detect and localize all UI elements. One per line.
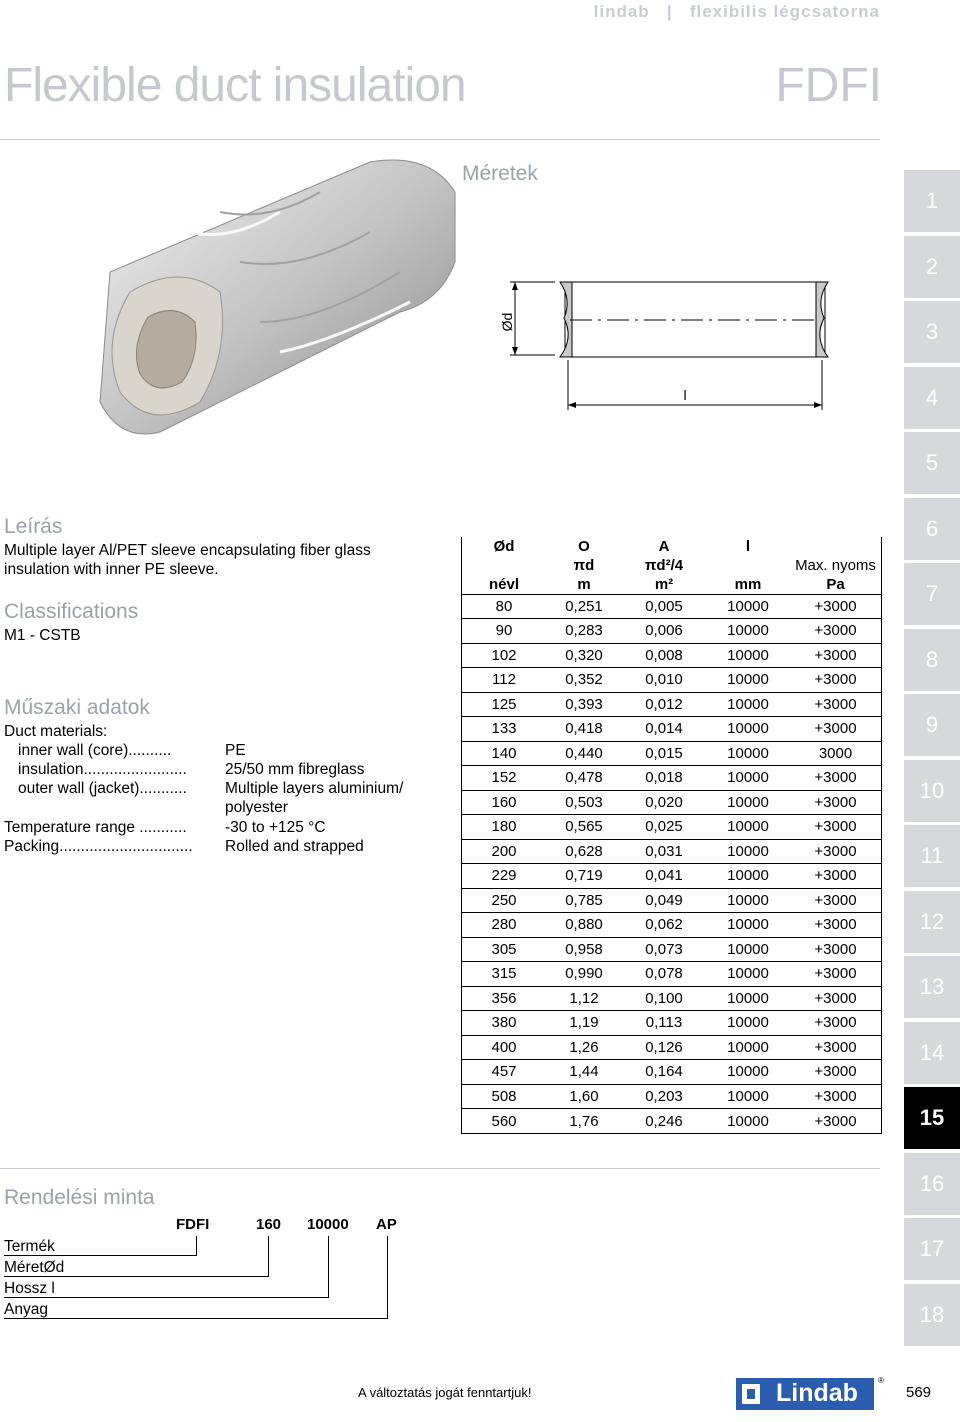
spec-value-outer-wall: Multiple layers aluminium/	[225, 780, 404, 797]
table-cell: 380	[462, 1011, 546, 1036]
table-cell: +3000	[790, 1084, 881, 1109]
chapter-tab-5[interactable]: 5	[904, 432, 960, 494]
table-cell: 0,503	[546, 790, 622, 815]
page-title: Flexible duct insulation	[4, 59, 466, 112]
table-row	[462, 913, 881, 938]
order-label-diameter: MéretØd	[4, 1259, 65, 1276]
table-cell: +3000	[790, 717, 881, 742]
order-code-length: 10000	[307, 1216, 349, 1233]
table-cell: 10000	[706, 1035, 790, 1060]
order-line-length	[4, 1297, 329, 1298]
table-row	[462, 1109, 881, 1134]
table-cell: 0,785	[546, 888, 622, 913]
table-cell: +3000	[790, 594, 881, 619]
table-cell: 10000	[706, 913, 790, 938]
table-cell: 1,76	[546, 1109, 622, 1134]
table-row	[462, 692, 881, 717]
table-row	[462, 594, 881, 619]
col-head-d: Ød	[493, 538, 515, 555]
chapter-tab-9[interactable]: 9	[904, 694, 960, 756]
col-head-l: l	[745, 538, 751, 555]
breadcrumb-separator: |	[666, 2, 673, 21]
registered-mark: ®	[878, 1376, 884, 1385]
chapter-tab-11[interactable]: 11	[904, 825, 960, 887]
table-cell: 356	[462, 986, 546, 1011]
classifications-heading: Classifications	[4, 600, 139, 623]
description-text: Multiple layer Al/PET sleeve encapsulating fiber glass insulation with inner PE sleeve.	[4, 542, 371, 578]
table-cell: 10000	[706, 741, 790, 766]
table-cell: 10000	[706, 888, 790, 913]
table-cell: 0,014	[622, 717, 706, 742]
spec-label-temperature: Temperature range ...........	[4, 819, 187, 836]
table-cell: 160	[462, 790, 546, 815]
order-tick-diameter	[268, 1236, 269, 1277]
table-cell: 10000	[706, 1084, 790, 1109]
footer-notice: A változtatás jogát fenntartjuk!	[358, 1385, 532, 1400]
table-cell: 0,320	[546, 643, 622, 668]
table-cell: 0,006	[622, 619, 706, 644]
table-cell: 140	[462, 741, 546, 766]
table-cell: 560	[462, 1109, 546, 1134]
col-sub-d	[462, 556, 546, 575]
table-cell: +3000	[790, 815, 881, 840]
order-tick-length	[328, 1236, 329, 1298]
table-cell: 0,041	[622, 864, 706, 889]
table-cell: 0,203	[622, 1084, 706, 1109]
chapter-tab-10[interactable]: 10	[904, 760, 960, 822]
table-row	[462, 937, 881, 962]
col-unit-o: m	[577, 575, 591, 593]
table-cell: 0,628	[546, 839, 622, 864]
order-tick-material	[387, 1236, 388, 1319]
table-row	[462, 790, 881, 815]
table-cell: 10000	[706, 692, 790, 717]
spec-value-outer-wall-cont: polyester	[225, 799, 288, 816]
table-cell: +3000	[790, 986, 881, 1011]
table-cell: 1,44	[546, 1060, 622, 1085]
chapter-tab-3[interactable]: 3	[904, 301, 960, 363]
table-cell: 10000	[706, 815, 790, 840]
table-cell: 250	[462, 888, 546, 913]
table-cell: +3000	[790, 643, 881, 668]
table-cell: 457	[462, 1060, 546, 1085]
chapter-tab-8[interactable]: 8	[904, 629, 960, 691]
table-cell: 133	[462, 717, 546, 742]
table-cell: 1,60	[546, 1084, 622, 1109]
table-row	[462, 741, 881, 766]
dimensions-table	[462, 537, 881, 1133]
table-cell: +3000	[790, 1060, 881, 1085]
col-head-o: O	[578, 538, 590, 555]
table-cell: 0,958	[546, 937, 622, 962]
table-cell: 0,073	[622, 937, 706, 962]
order-tick-product	[196, 1236, 197, 1256]
table-cell: 0,005	[622, 594, 706, 619]
table-cell: 0,113	[622, 1011, 706, 1036]
table-cell: +3000	[790, 913, 881, 938]
table-cell: 3000	[790, 741, 881, 766]
chapter-tab-15[interactable]: 15	[904, 1087, 960, 1149]
table-cell: +3000	[790, 839, 881, 864]
table-cell: 1,12	[546, 986, 622, 1011]
table-cell: +3000	[790, 888, 881, 913]
table-cell: 0,012	[622, 692, 706, 717]
chapter-tab-1[interactable]: 1	[904, 170, 960, 232]
col-sub-a: πd²/4	[644, 557, 684, 574]
table-row	[462, 986, 881, 1011]
table-cell: +3000	[790, 1011, 881, 1036]
table-cell: 229	[462, 864, 546, 889]
table-row	[462, 1060, 881, 1085]
table-cell: 0,100	[622, 986, 706, 1011]
table-cell: 0,418	[546, 717, 622, 742]
table-cell: 0,283	[546, 619, 622, 644]
table-cell: 0,010	[622, 668, 706, 693]
order-code-diameter: 160	[256, 1216, 282, 1233]
header-breadcrumb	[594, 2, 880, 22]
table-cell: +3000	[790, 864, 881, 889]
diameter-label: Ød	[499, 312, 515, 332]
header-divider	[0, 139, 880, 140]
table-cell: 0,565	[546, 815, 622, 840]
table-cell: +3000	[790, 692, 881, 717]
logo-text: Lindab	[776, 1379, 858, 1407]
table-cell: 200	[462, 839, 546, 864]
col-head-a: A	[658, 538, 670, 555]
duct-materials-label: Duct materials:	[4, 723, 108, 740]
table-cell: 0,020	[622, 790, 706, 815]
table-cell: 10000	[706, 1060, 790, 1085]
brand-name: lindab	[593, 2, 650, 21]
order-line-product	[4, 1255, 197, 1256]
table-cell: 0,251	[546, 594, 622, 619]
table-cell: +3000	[790, 962, 881, 987]
description-heading: Leírás	[4, 515, 63, 538]
table-cell: 315	[462, 962, 546, 987]
table-cell: 10000	[706, 717, 790, 742]
spec-value-insulation: 25/50 mm fibreglass	[225, 761, 365, 778]
lindab-logo	[734, 1372, 878, 1416]
table-cell: 10000	[706, 986, 790, 1011]
table-cell: 0,126	[622, 1035, 706, 1060]
col-unit-d: névl	[488, 575, 519, 593]
order-label-material: Anyag	[4, 1301, 48, 1318]
table-cell: 0,478	[546, 766, 622, 791]
spec-label-outer-wall: outer wall (jacket)...........	[18, 780, 187, 797]
col-head-blank	[790, 537, 881, 556]
table-cell: +3000	[790, 1035, 881, 1060]
dimension-diagram	[490, 260, 850, 420]
spec-label-inner-wall: inner wall (core)..........	[18, 742, 172, 759]
category-name: flexibilis légcsatorna	[689, 2, 880, 21]
table-cell: 1,26	[546, 1035, 622, 1060]
table-cell: 0,015	[622, 741, 706, 766]
dimensions-heading: Méretek	[462, 162, 538, 185]
table-row	[462, 839, 881, 864]
table-cell: 0,880	[546, 913, 622, 938]
table-cell: 305	[462, 937, 546, 962]
table-row	[462, 1035, 881, 1060]
page-number: 569	[906, 1384, 932, 1401]
table-cell: 0,246	[622, 1109, 706, 1134]
spec-label-packing: Packing...............................	[4, 838, 193, 855]
chapter-tab-18[interactable]: 18	[904, 1284, 960, 1346]
spec-value-packing: Rolled and strapped	[225, 838, 364, 855]
table-cell: 0,049	[622, 888, 706, 913]
table-cell: 508	[462, 1084, 546, 1109]
table-row	[462, 1011, 881, 1036]
table-cell: 0,018	[622, 766, 706, 791]
table-cell: 102	[462, 643, 546, 668]
table-row	[462, 815, 881, 840]
chapter-tab-14[interactable]: 14	[904, 1022, 960, 1084]
spec-value-temperature: -30 to +125 °C	[225, 819, 326, 836]
table-cell: 0,352	[546, 668, 622, 693]
table-cell: 10000	[706, 766, 790, 791]
table-cell: 0,062	[622, 913, 706, 938]
table-cell: 10000	[706, 643, 790, 668]
table-cell: 0,164	[622, 1060, 706, 1085]
order-line-diameter	[4, 1276, 269, 1277]
table-cell: +3000	[790, 766, 881, 791]
length-label: l	[683, 387, 687, 403]
table-cell: 10000	[706, 1109, 790, 1134]
table-cell: 1,19	[546, 1011, 622, 1036]
chapter-tab-12[interactable]: 12	[904, 891, 960, 953]
table-cell: 10000	[706, 839, 790, 864]
table-cell: 0,008	[622, 643, 706, 668]
table-cell: 125	[462, 692, 546, 717]
product-code: FDFI	[775, 59, 882, 112]
table-cell: 10000	[706, 619, 790, 644]
spec-label-insulation: insulation........................	[18, 761, 187, 778]
order-divider	[0, 1168, 880, 1169]
table-row	[462, 962, 881, 987]
chapter-tab-4[interactable]: 4	[904, 367, 960, 429]
order-label-length: Hossz l	[4, 1280, 55, 1297]
product-photo	[70, 152, 460, 442]
table-cell: 80	[462, 594, 546, 619]
table-cell: 280	[462, 913, 546, 938]
technical-heading: Műszaki adatok	[4, 696, 150, 719]
classifications-text: M1 - CSTB	[4, 627, 81, 644]
table-cell: 180	[462, 815, 546, 840]
table-cell: 0,440	[546, 741, 622, 766]
col-unit-a: m²	[654, 575, 674, 593]
table-cell: 10000	[706, 864, 790, 889]
table-cell: +3000	[790, 937, 881, 962]
table-cell: +3000	[790, 1109, 881, 1134]
table-row	[462, 619, 881, 644]
table-cell: +3000	[790, 619, 881, 644]
order-line-material	[4, 1318, 388, 1319]
chapter-tab-13[interactable]: 13	[904, 956, 960, 1018]
table-cell: 0,025	[622, 815, 706, 840]
order-code-product: FDFI	[176, 1216, 210, 1233]
table-cell: 0,719	[546, 864, 622, 889]
col-sub-l	[706, 556, 790, 575]
table-cell: +3000	[790, 668, 881, 693]
chapter-tab-2[interactable]: 2	[904, 236, 960, 298]
order-label-product: Termék	[4, 1238, 55, 1255]
chapter-tab-17[interactable]: 17	[904, 1218, 960, 1280]
table-row	[462, 643, 881, 668]
col-unit-pressure: Pa	[826, 575, 845, 593]
table-row	[462, 766, 881, 791]
chapter-tab-16[interactable]: 16	[904, 1153, 960, 1215]
table-cell: 10000	[706, 962, 790, 987]
table-cell: 10000	[706, 594, 790, 619]
spec-value-inner-wall: PE	[225, 742, 246, 759]
table-cell: 112	[462, 668, 546, 693]
chapter-tab-6[interactable]: 6	[904, 498, 960, 560]
table-cell: 10000	[706, 668, 790, 693]
col-unit-l: mm	[734, 575, 762, 593]
table-row	[462, 888, 881, 913]
table-cell: +3000	[790, 790, 881, 815]
table-cell: 400	[462, 1035, 546, 1060]
table-cell: 10000	[706, 1011, 790, 1036]
order-heading: Rendelési minta	[4, 1186, 155, 1209]
table-cell: 10000	[706, 937, 790, 962]
table-row	[462, 717, 881, 742]
table-cell: 10000	[706, 790, 790, 815]
table-cell: 0,031	[622, 839, 706, 864]
table-cell: 152	[462, 766, 546, 791]
col-sub-pressure: Max. nyoms	[795, 557, 876, 574]
table-cell: 0,078	[622, 962, 706, 987]
table-row	[462, 1084, 881, 1109]
table-cell: 0,393	[546, 692, 622, 717]
dimensions-table-wrapper	[461, 537, 882, 1134]
table-cell: 0,990	[546, 962, 622, 987]
table-row	[462, 864, 881, 889]
table-cell: 90	[462, 619, 546, 644]
order-code-material: AP	[376, 1216, 397, 1233]
chapter-tab-7[interactable]: 7	[904, 563, 960, 625]
table-row	[462, 668, 881, 693]
col-sub-o: πd	[573, 557, 595, 574]
